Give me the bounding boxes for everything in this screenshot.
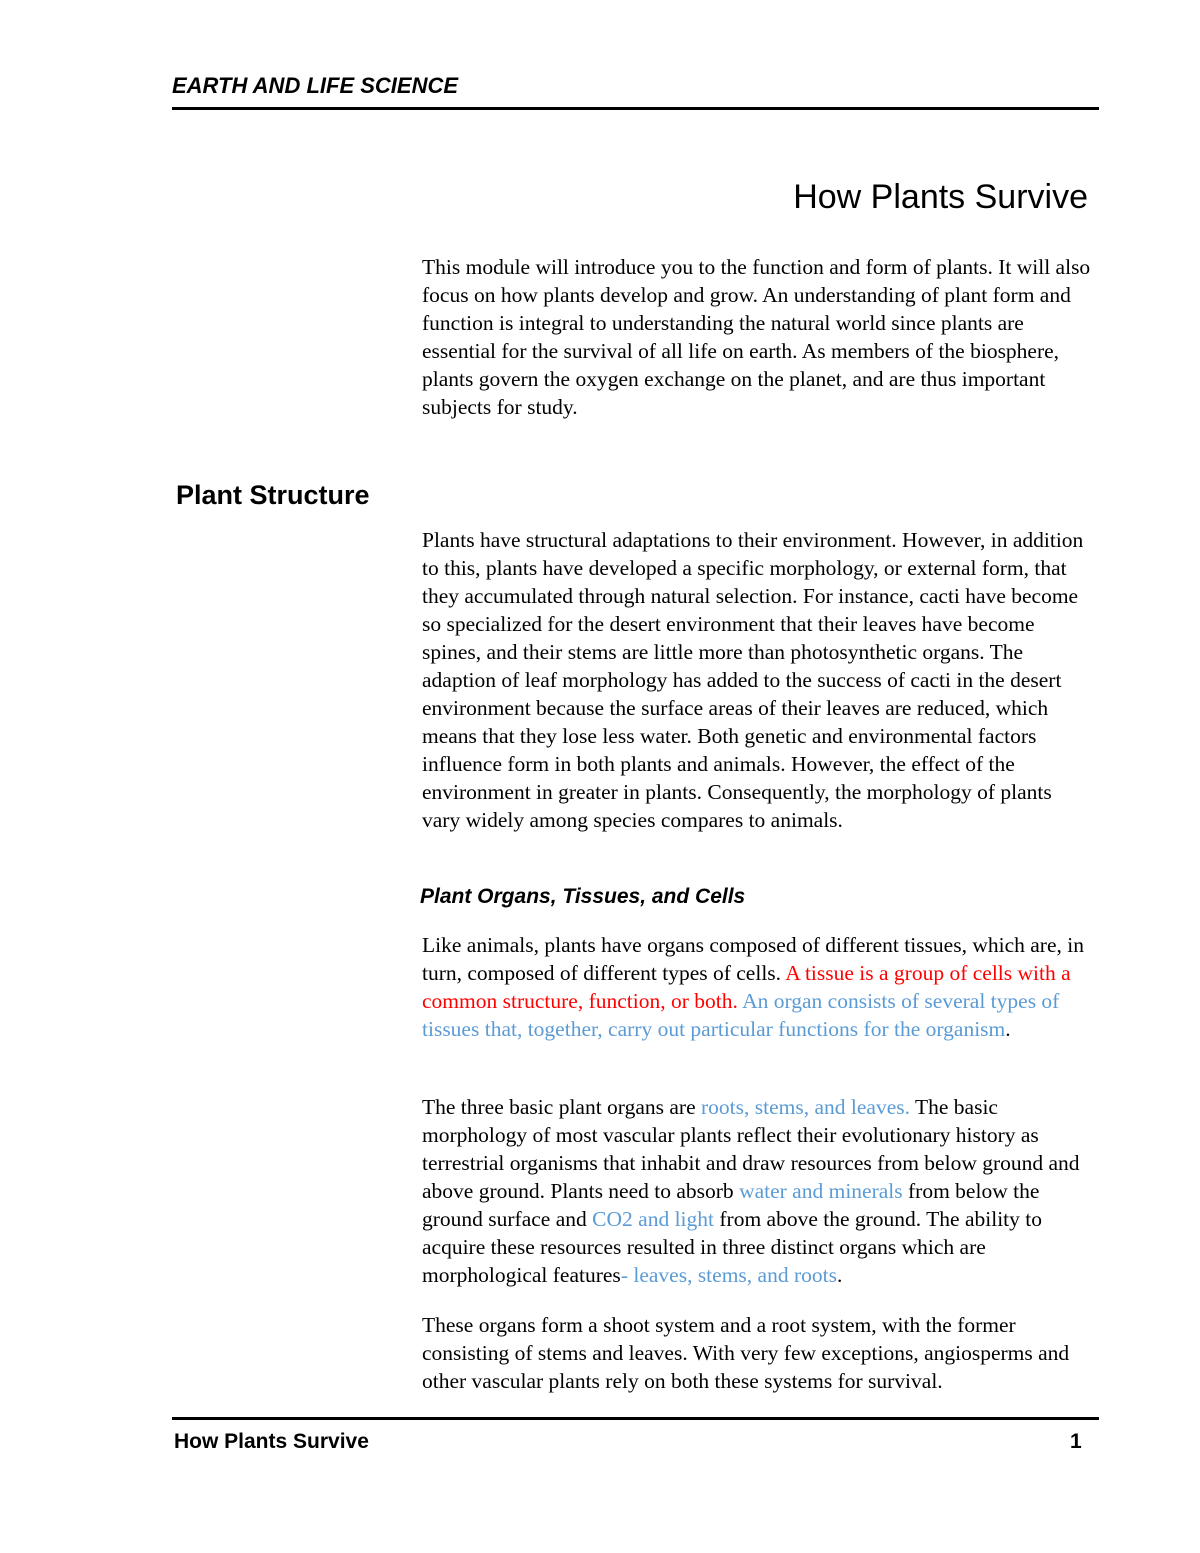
- plant-structure-paragraph: Plants have structural adaptations to their environment. However, in addition to this, plants have developed a specific morphology, or external form, that they accumulated through natural selection. For instance, cacti have become so specialized for the desert environment that their leaves have become spines, and their stems are little more than photosynthetic organs. The adaption of leaf morphology has added to the success of cacti in the desert environment because the surface areas of their leaves are reduced, which means that they lose less water. Both genetic and environmental factors influence form in both plants and animals. However, the effect of the environment in greater in plants. Consequently, the morphology of plants vary widely among species compares to animals.: [422, 528, 1084, 832]
- organs-intro-text: Like animals, plants have organs composed of different tissues, which are, in turn, composed of different types of cells.: [422, 933, 1084, 985]
- basic-organs-text-1: The three basic plant organs are: [422, 1095, 701, 1119]
- header-divider: [172, 107, 1099, 110]
- basic-organs-text-4: from above the ground. The ability to acquire these resources resulted in three distinct organs which are morphological features: [422, 1207, 1043, 1287]
- period-text: .: [1005, 1017, 1011, 1041]
- course-header-title: EARTH AND LIFE SCIENCE: [172, 73, 459, 98]
- co2-light-highlight: CO2 and light: [592, 1207, 714, 1231]
- page-title: How Plants Survive: [793, 178, 1088, 216]
- intro-paragraph: This module will introduce you to the function and form of plants. It will also focus on how plants develop and grow. An understanding of plant form and function is integral to understanding the natural world since plants are essential for the survival of all life on earth. As members of the biosphere, plants govern the oxygen exchange on the planet, and are thus important subjects for study.: [422, 255, 1091, 419]
- water-minerals-highlight: water and minerals: [739, 1179, 903, 1203]
- organs-list-highlight-2: - leaves, stems, and roots: [620, 1263, 837, 1287]
- basic-organs-period: .: [836, 1263, 843, 1287]
- basic-organs-text-3: from below the ground surface and: [422, 1179, 1040, 1231]
- page-number: 1: [1070, 1430, 1082, 1453]
- subsection-heading: Plant Organs, Tissues, and Cells: [420, 885, 746, 908]
- organ-definition: An organ consists of several types of tissues that, together, carry out particular functions for the organism: [422, 989, 1060, 1041]
- tissue-definition: A tissue is a group of cells with a common structure, function, or both.: [422, 961, 1071, 1013]
- organs-paragraph: [422, 931, 1092, 1043]
- footer-title: How Plants Survive: [174, 1430, 369, 1453]
- section-heading: Plant Structure: [176, 480, 370, 510]
- organs-list-highlight: roots, stems, and leaves.: [701, 1095, 910, 1119]
- basic-organs-text-2: The basic morphology of most vascular plants reflect their evolutionary history as terrestrial organisms that inhabit and draw resources from below ground and above ground. Plants need to absorb: [422, 1095, 1080, 1203]
- basic-organs-paragraph: [422, 1093, 1092, 1289]
- systems-paragraph: These organs form a shoot system and a root system, with the former consisting of stems and leaves. With very few exceptions, angiosperms and other vascular plants rely on both these systems for survival.: [422, 1313, 1070, 1393]
- footer-divider: [172, 1417, 1099, 1420]
